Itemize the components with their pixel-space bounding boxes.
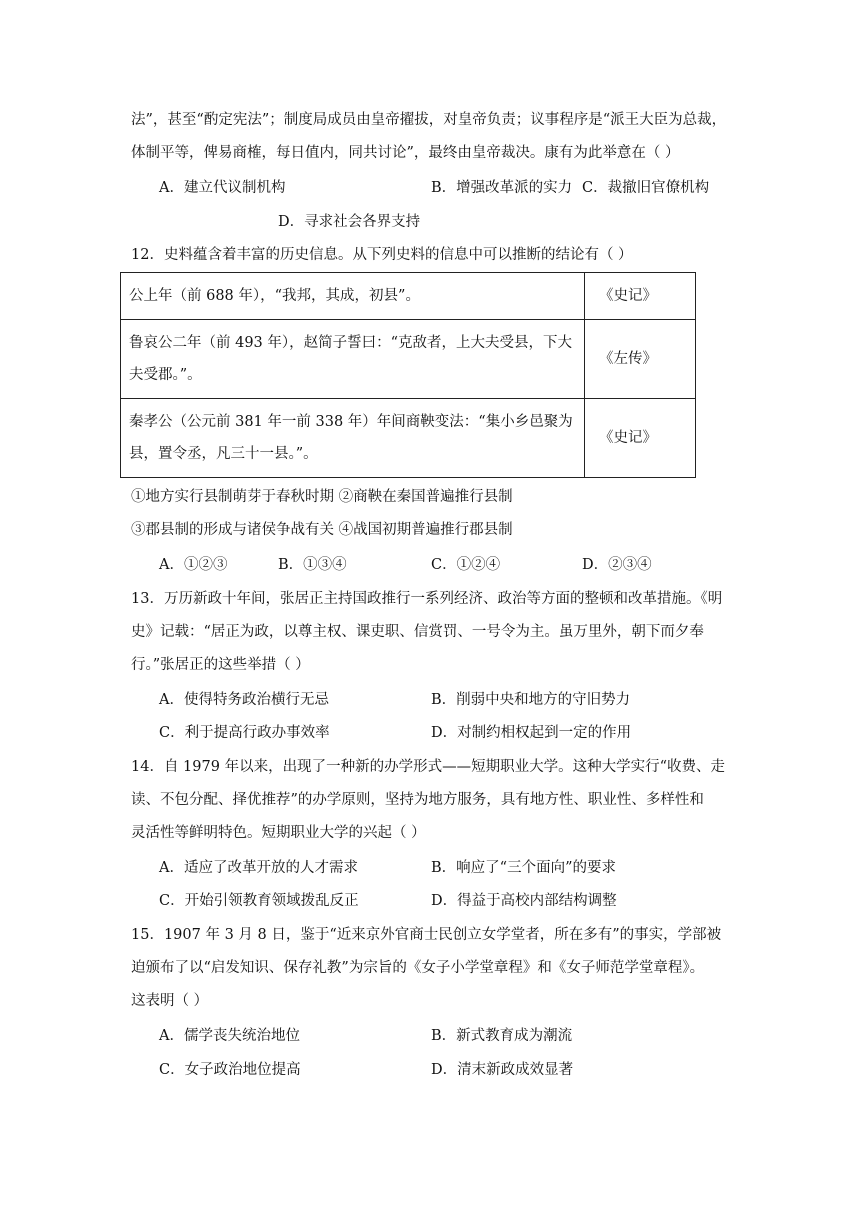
q13-line-1: 13．万历新政十年间，张居正主持国政推行一系列经济、政治等方面的整顿和改革措施。《明: [131, 591, 723, 607]
q14-line-2: 读、不包分配、择优推荐”的办学原则，坚持为地方服务，具有地方性、职业性、多样性和: [131, 792, 704, 808]
q15-line-3: 这表明（ ）: [131, 993, 209, 1009]
q13-option-a[interactable]: A．使得特务政治横行无忌: [159, 692, 329, 708]
q14-line-1: 14．自 1979 年以来，出现了一种新的办学形式——短期职业大学。这种大学实行“收费、走: [131, 759, 725, 775]
table-row: [121, 399, 696, 478]
table-row: [121, 320, 696, 399]
table-row: [121, 273, 696, 320]
q11-option-d[interactable]: D．寻求社会各界支持: [278, 214, 421, 230]
q14-line-3: 灵活性等鲜明特色。短期职业大学的兴起（ ）: [131, 825, 426, 841]
q15-option-a[interactable]: A．儒学丧失统治地位: [159, 1028, 300, 1044]
q12-stem: 12．史料蕴含着丰富的历史信息。从下列史料的信息中可以推断的结论有（ ）: [131, 247, 633, 263]
q14-option-b[interactable]: B．响应了“三个面向”的要求: [431, 860, 616, 876]
q12-option-a[interactable]: A．①②③: [159, 557, 228, 573]
q14-option-c[interactable]: C．开始引领教育领域拨乱反正: [159, 893, 359, 909]
q13-option-b[interactable]: B．削弱中央和地方的守旧势力: [431, 692, 631, 708]
q12-option-b[interactable]: B．①③④: [278, 557, 347, 573]
source-citation-cell: 《左传》: [585, 320, 696, 399]
q13-line-2: 史》记载：“居正为政，以尊主权、课吏职、信赏罚、一号令为主。虽万里外，朝下而夕奉: [131, 624, 704, 640]
source-text-line: 鲁哀公二年（前 493 年），赵简子誓曰：“克敌者，上大夫受县，下大: [129, 335, 573, 351]
q12-statement-2: ③郡县制的形成与诸侯争战有关 ④战国初期普遍推行郡县制: [131, 522, 513, 538]
source-text-line: 秦孝公（公元前 381 年一前 338 年）年间商鞅变法：“集小乡邑聚为: [129, 414, 573, 430]
q15-line-2: 迫颁布了以“启发知识、保存礼教”为宗旨的《女子小学堂章程》和《女子师范学堂章程》。: [131, 960, 705, 976]
q13-option-c[interactable]: C．利于提高行政办事效率: [159, 725, 330, 741]
q14-option-d[interactable]: D．得益于高校内部结构调整: [431, 893, 617, 909]
q15-option-c[interactable]: C．女子政治地位提高: [159, 1062, 301, 1078]
source-text-line: 县，置令丞，凡三十一县。”。: [129, 446, 318, 462]
q15-option-b[interactable]: B．新式教育成为潮流: [431, 1028, 573, 1044]
source-text-line: 公上年（前 688 年），“我邦，其成，初县”。: [129, 288, 420, 304]
source-text-line: 夫受郡。”。: [129, 367, 202, 383]
q11-option-c[interactable]: C．裁撤旧官僚机构: [582, 180, 710, 196]
q14-option-a[interactable]: A．适应了改革开放的人才需求: [159, 860, 358, 876]
q15-line-1: 15．1907 年 3 月 8 日，鉴于“近来京外官商士民创立女学堂者，所在多有”的事实，学部被: [131, 927, 722, 943]
source-text-cell: [121, 273, 585, 320]
q11-line-1: 法”，甚至“酌定宪法”；制度局成员由皇帝擢拔，对皇帝负责；议事程序是“派王大臣为总裁，: [131, 112, 727, 128]
q12-option-c[interactable]: C．①②④: [431, 557, 501, 573]
q15-option-d[interactable]: D．清末新政成效显著: [431, 1062, 574, 1078]
q13-line-3: 行。”张居正的这些举措（ ）: [131, 657, 310, 673]
q11-line-2: 体制平等，俾易商榷，每日值内，同共讨论”，最终由皇帝裁决。康有为此举意在（ ）: [131, 145, 680, 161]
source-citation-cell: 《史记》: [585, 273, 696, 320]
source-text-cell: [121, 399, 585, 478]
q12-source-table: [120, 272, 696, 478]
q12-option-d[interactable]: D．②③④: [582, 557, 652, 573]
q12-statement-1: ①地方实行县制萌芽于春秋时期 ②商鞅在秦国普遍推行县制: [131, 489, 513, 505]
q11-option-b[interactable]: B．增强改革派的实力: [431, 180, 573, 196]
q11-option-a[interactable]: A．建立代议制机构: [159, 180, 286, 196]
source-citation-cell: 《史记》: [585, 399, 696, 478]
source-text-cell: [121, 320, 585, 399]
q13-option-d[interactable]: D．对制约相权起到一定的作用: [431, 725, 632, 741]
